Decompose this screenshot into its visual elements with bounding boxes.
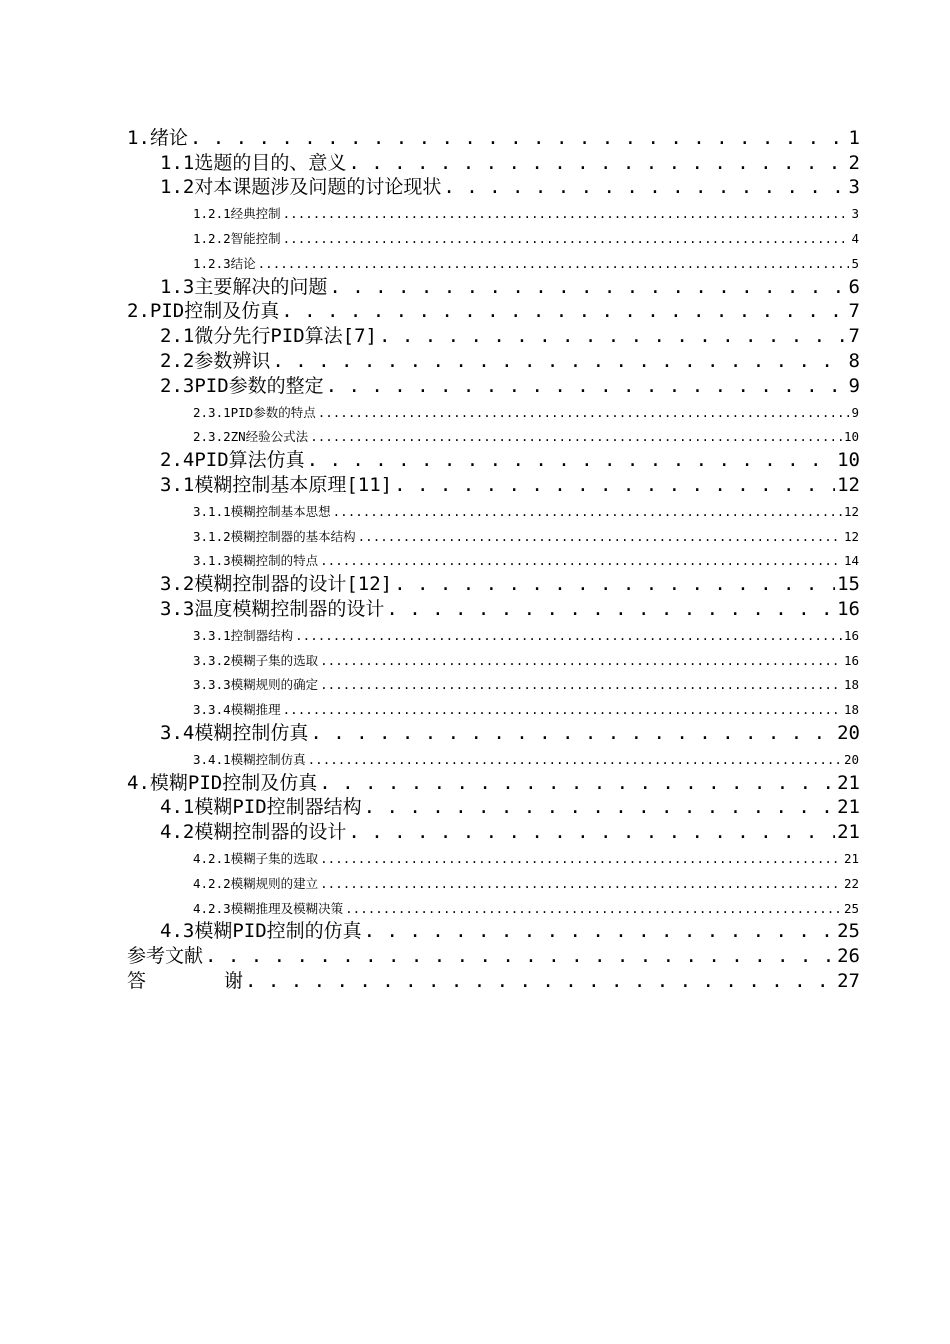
toc-leader-dots <box>320 554 842 570</box>
toc-leader-dots <box>320 852 842 868</box>
toc-entry-page: 22 <box>843 875 859 891</box>
toc-entry-title: 3.1模糊控制基本原理[11] <box>160 473 393 496</box>
toc-entry-page: 25 <box>837 920 860 943</box>
toc-entry[interactable] <box>127 868 860 893</box>
toc-entry[interactable] <box>127 918 860 943</box>
toc-entry[interactable] <box>127 422 860 447</box>
toc-entry[interactable] <box>127 174 860 199</box>
toc-leader-dots <box>308 753 842 769</box>
toc-entry-title: 4.1模糊PID控制器结构 <box>160 796 362 819</box>
toc-leader-dots <box>320 678 842 694</box>
toc-entry[interactable] <box>127 446 860 471</box>
toc-entry-title: 1.3主要解决的问题 <box>160 275 328 298</box>
toc-entry-title: 3.3.3模糊规则的确定 <box>193 677 319 693</box>
toc-entry-page: 12 <box>837 473 860 496</box>
toc-entry-page: 21 <box>837 821 860 844</box>
toc-entry[interactable] <box>127 595 860 620</box>
toc-entry-page: 18 <box>843 677 859 693</box>
toc-entry-title: 3.1.1模糊控制基本思想 <box>193 503 331 519</box>
toc-leader-dots <box>394 573 835 595</box>
toc-leader-dots <box>319 772 835 794</box>
toc-entry[interactable] <box>127 496 860 521</box>
toc-entry-title <box>127 970 243 992</box>
toc-entry[interactable] <box>127 124 860 149</box>
toc-leader-dots <box>333 505 842 521</box>
toc-leader-dots <box>364 920 835 942</box>
toc-entry-page: 10 <box>837 449 860 472</box>
toc-entry-title: 1.2.3结论 <box>193 255 256 271</box>
toc-entry-page: 5 <box>851 255 859 271</box>
toc-leader-dots <box>310 722 835 744</box>
toc-entry-page: 14 <box>843 553 859 569</box>
toc-entry[interactable] <box>127 942 860 967</box>
toc-leader-dots <box>348 152 846 174</box>
toc-entry-page: 6 <box>848 275 860 298</box>
toc-entry-page: 9 <box>848 374 860 397</box>
toc-entry[interactable] <box>127 397 860 422</box>
toc-entry-title: 4.3模糊PID控制的仿真 <box>160 920 362 943</box>
toc-leader-dots <box>329 276 846 298</box>
toc-entry-title: 3.2模糊控制器的设计[12] <box>160 573 393 596</box>
toc-entry-title: 4.2模糊控制器的设计 <box>160 821 347 844</box>
toc-entry-page: 15 <box>837 573 860 596</box>
toc-leader-dots <box>345 902 842 918</box>
toc-entry-page: 21 <box>837 796 860 819</box>
toc-leader-dots <box>320 654 842 670</box>
toc-entry-page: 7 <box>848 300 860 323</box>
toc-entry-title: 2.1微分先行PID算法[7] <box>160 325 377 348</box>
toc-leader-dots <box>386 598 835 620</box>
toc-entry-page: 9 <box>851 404 859 420</box>
toc-entry[interactable] <box>127 645 860 670</box>
toc-leader-dots <box>348 821 835 843</box>
toc-entry-page: 25 <box>843 900 859 916</box>
toc-entry[interactable] <box>127 744 860 769</box>
toc-entry[interactable] <box>127 967 860 992</box>
toc-entry[interactable] <box>127 843 860 868</box>
toc-leader-dots <box>205 945 835 967</box>
toc-entry-page: 7 <box>848 325 860 348</box>
toc-entry-title: 3.3.2模糊子集的选取 <box>193 652 319 668</box>
toc-entry-page: 3 <box>848 176 860 199</box>
toc-entry-page: 12 <box>843 503 859 519</box>
toc-leader-dots <box>310 430 842 446</box>
toc-entry[interactable] <box>127 298 860 323</box>
toc-entry[interactable] <box>127 322 860 347</box>
toc-entry-title: 3.3温度模糊控制器的设计 <box>160 597 385 620</box>
toc-entry[interactable] <box>127 149 860 174</box>
toc-entry-page: 21 <box>837 771 860 794</box>
toc-entry[interactable] <box>127 818 860 843</box>
toc-entry[interactable] <box>127 769 860 794</box>
toc-entry-page: 26 <box>837 945 860 968</box>
toc-leader-dots <box>326 375 847 397</box>
toc-entry[interactable] <box>127 198 860 223</box>
toc-entry[interactable] <box>127 372 860 397</box>
toc-leader-dots <box>245 970 835 992</box>
toc-entry-page: 21 <box>843 850 859 866</box>
toc-leader-dots <box>443 176 846 198</box>
toc-leader-dots <box>307 449 835 471</box>
toc-entry[interactable] <box>127 893 860 918</box>
toc-entry-title: 1.2对本课题涉及问题的讨论现状 <box>160 176 442 199</box>
toc-entry-page: 20 <box>843 751 859 767</box>
toc-entry-title: 2.4PID算法仿真 <box>160 449 305 472</box>
toc-entry-title: 2.PID控制及仿真 <box>127 300 280 323</box>
toc-entry-page: 27 <box>837 969 860 992</box>
toc-leader-dots <box>318 406 850 422</box>
toc-leader-dots <box>358 530 842 546</box>
toc-entry[interactable] <box>127 670 860 695</box>
toc-entry[interactable] <box>127 570 860 595</box>
toc-leader-dots <box>258 257 850 273</box>
toc-entry-title: 1.2.1经典控制 <box>193 206 281 222</box>
toc-leader-dots <box>394 474 835 496</box>
toc-entry-page: 16 <box>837 597 860 620</box>
toc-entry[interactable] <box>127 546 860 571</box>
toc-entry-title: 4.模糊PID控制及仿真 <box>127 771 318 794</box>
toc-entry-title: 3.1.2模糊控制器的基本结构 <box>193 528 356 544</box>
toc-leader-dots <box>190 127 847 149</box>
toc-leader-dots <box>364 796 835 818</box>
toc-entry[interactable] <box>127 347 860 372</box>
toc-entry-title: 参考文献 <box>127 945 204 968</box>
toc-title-char: 谢 <box>223 969 243 992</box>
toc-leader-dots <box>283 232 850 248</box>
toc-leader-dots <box>283 703 842 719</box>
toc-entry[interactable] <box>127 620 860 645</box>
toc-leader-dots <box>379 325 847 347</box>
toc-leader-dots <box>272 350 846 372</box>
toc-title-char: 答 <box>127 969 147 992</box>
toc-entry-title: 3.3.1控制器结构 <box>193 627 294 643</box>
toc-entry-page: 2 <box>848 151 860 174</box>
toc-entry[interactable] <box>127 223 860 248</box>
toc-entry[interactable] <box>127 471 860 496</box>
toc-entry-title: 3.3.4模糊推理 <box>193 702 281 718</box>
toc-entry[interactable] <box>127 248 860 273</box>
toc-entry-page: 1 <box>848 126 860 149</box>
toc-entry-title: 3.1.3模糊控制的特点 <box>193 553 319 569</box>
toc-entry-title: 1.2.2智能控制 <box>193 230 281 246</box>
toc-entry-title: 4.2.1模糊子集的选取 <box>193 850 319 866</box>
toc-entry-title: 2.3.2ZN经验公式法 <box>193 429 309 445</box>
toc-entry-title: 4.2.3模糊推理及模糊决策 <box>193 900 344 916</box>
toc-entry[interactable] <box>127 794 860 819</box>
toc-entry-title: 2.3.1PID参数的特点 <box>193 404 316 420</box>
toc-entry-page: 12 <box>843 528 859 544</box>
toc-leader-dots <box>283 207 850 223</box>
toc-entry-page: 16 <box>843 627 859 643</box>
toc-leader-dots <box>320 877 842 893</box>
toc-entry-page: 20 <box>837 721 860 744</box>
toc-entry-page: 16 <box>843 652 859 668</box>
toc-entry[interactable] <box>127 719 860 744</box>
toc-entry-title: 2.3PID参数的整定 <box>160 374 324 397</box>
table-of-contents <box>127 124 860 992</box>
toc-entry-page: 3 <box>851 206 859 222</box>
toc-entry[interactable] <box>127 273 860 298</box>
toc-entry-title: 2.2参数辨识 <box>160 349 271 372</box>
toc-entry-title: 4.2.2模糊规则的建立 <box>193 875 319 891</box>
toc-entry[interactable] <box>127 694 860 719</box>
toc-entry-page: 10 <box>843 429 859 445</box>
toc-entry-title: 3.4.1模糊控制仿真 <box>193 751 306 767</box>
toc-leader-dots <box>281 300 846 322</box>
toc-entry-page: 8 <box>848 349 860 372</box>
toc-entry-title: 1.绪论 <box>127 126 188 149</box>
toc-entry-page: 4 <box>851 230 859 246</box>
toc-entry[interactable] <box>127 521 860 546</box>
toc-leader-dots <box>295 629 842 645</box>
toc-entry-title: 3.4模糊控制仿真 <box>160 721 309 744</box>
toc-entry-title: 1.1选题的目的、意义 <box>160 151 347 174</box>
toc-entry-page: 18 <box>843 702 859 718</box>
